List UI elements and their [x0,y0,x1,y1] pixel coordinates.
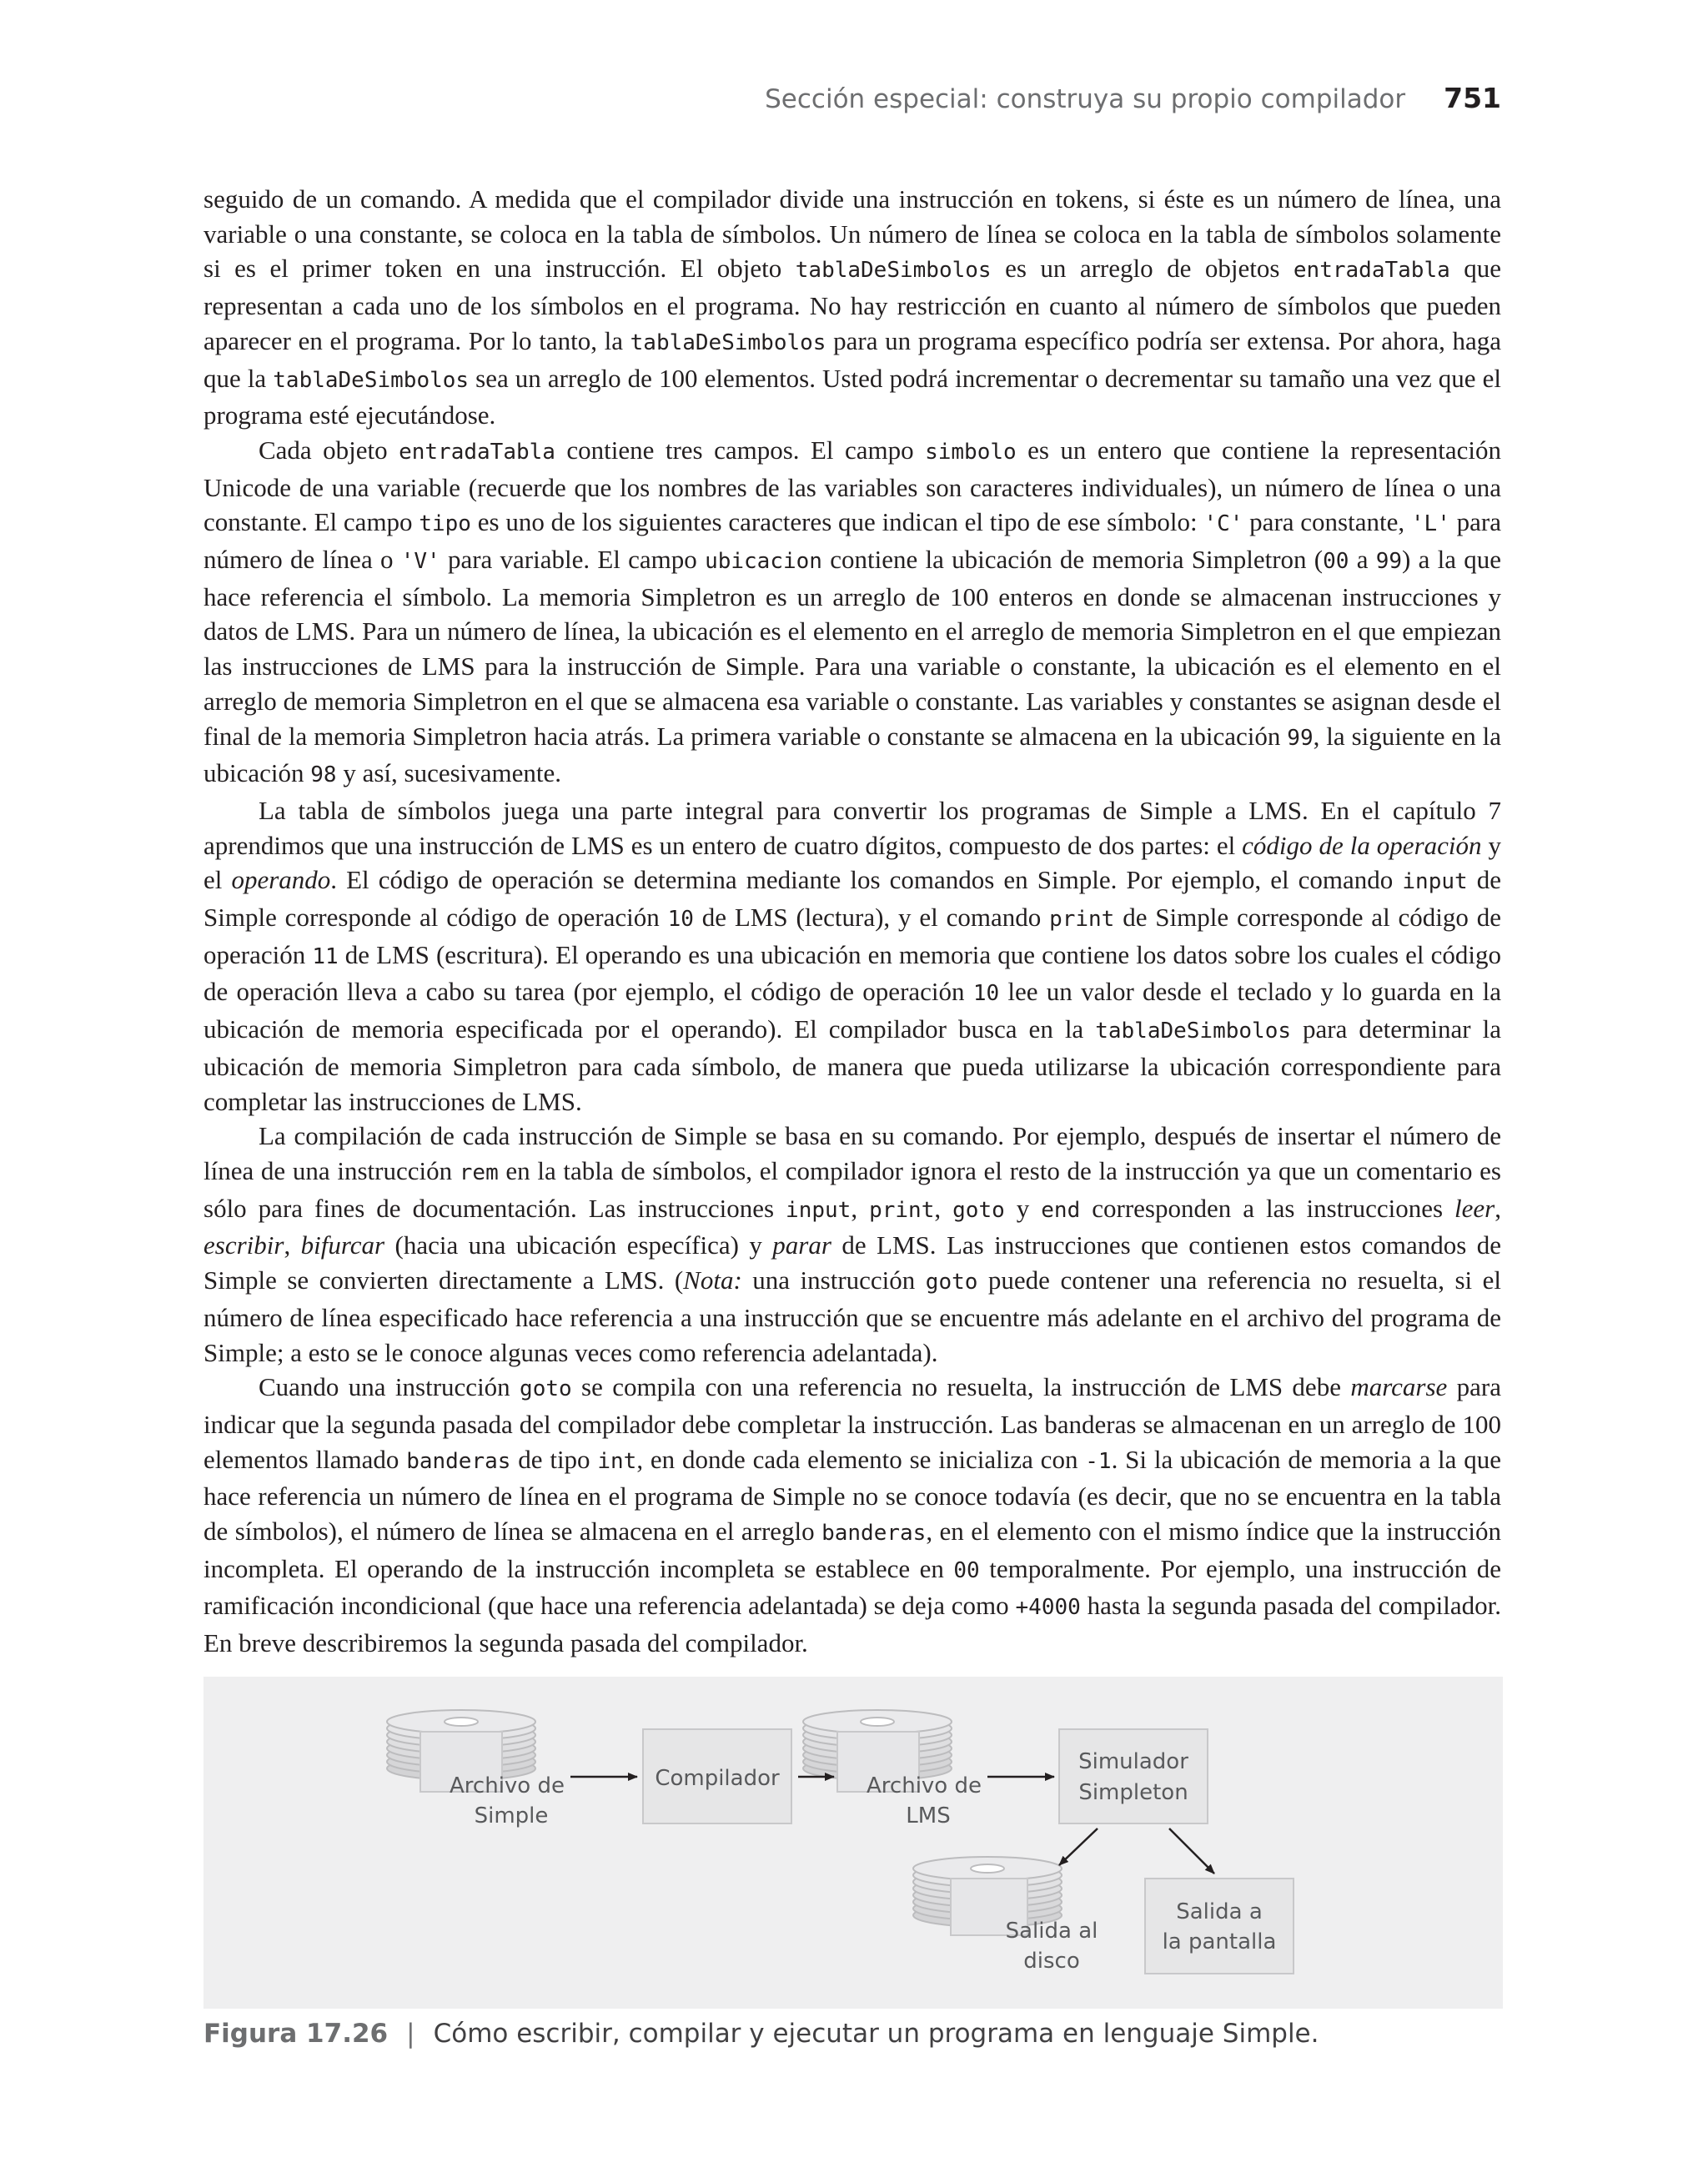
text-run: para variable. El campo [440,545,706,575]
disk-simple-label-2: Simple [474,1803,549,1828]
emphasis-run: operando [231,865,331,895]
compilador-box [643,1729,791,1823]
code-run: simbolo [925,439,1017,465]
text-run: , la siguiente en la ubicación [203,721,1501,788]
simulador-label-1: Simulador [1078,1749,1188,1774]
code-run: int [597,1448,637,1474]
code-run: 10 [972,981,1000,1007]
emphasis-run: bifurcar [300,1230,385,1260]
code-run: goto [520,1376,572,1402]
emphasis-run: parar [772,1230,831,1260]
code-run: input [786,1197,851,1223]
simulador-label-2: Simpleton [1078,1780,1188,1805]
text-run: a [1349,545,1376,575]
text-run: La compilación de cada instrucción de Simple se basa en su comando. Por ejemplo, después de insertar el número de línea de una instrucción [203,1121,1501,1185]
text-run: . Si la ubicación de memoria a la que hace referencia un número de línea en el programa de Simple no se conoce todavía (es decir, que no se encuentra en la tabla de símbolos), el número de línea se almacena en el arreglo [203,1444,1501,1547]
text-run: para indicar que la segunda pasada del compilador debe completar la instrucción. Las banderas se almacenan en un arreglo de 100 elementos llamado [203,1372,1501,1474]
code-run: end [1041,1197,1081,1223]
code-run: entradaTabla [1293,258,1450,284]
text-run: (hacia una ubicación específica) y [384,1230,773,1260]
text-run: corresponden a las instrucciones [1080,1193,1455,1223]
text-run: y el [203,830,1501,895]
arrow-simulador-to-pantalla [1169,1828,1214,1874]
text-run: es uno de los siguientes caracteres que indican el tipo de ese símbolo: [470,507,1204,537]
text-run: , [934,1193,953,1223]
pantalla-label-1: Salida a [1176,1899,1263,1924]
text-run: , en donde cada elemento se inicializa con [636,1444,1086,1474]
text-run: y así, sucesivamente. [336,758,562,788]
text-run: hasta la segunda pasada del compilador. En breve describiremos la segunda pasada del compilador. [203,1591,1501,1658]
text-run: , [851,1193,870,1223]
text-run: de Simple corresponde al código de operación [203,865,1502,933]
emphasis-run: leer [1454,1193,1495,1223]
text-run: contiene tres campos. El campo [555,435,926,465]
code-run: print [869,1197,935,1223]
code-run: 98 [310,762,337,788]
flow-diagram [203,1677,1503,2009]
text-run: para determinar la ubicación de memoria Simpletron para cada símbolo, de manera que pueda utilizarse la ubicación correspondiente para completar las instrucciones de LMS. [203,1014,1501,1116]
code-run: 99 [1287,725,1314,751]
code-run: rem [459,1159,499,1185]
text-run: temporalmente. Por ejemplo, una instrucción de ramificación incondicional (que hace una referencia adelantada) se deja como [203,1553,1501,1621]
page-number: 751 [1444,82,1501,114]
code-run: -1 [1085,1448,1112,1474]
figure-number: Figura 17.26 [203,2019,389,2049]
section-title: Sección especial: construya su propio compilador [765,84,1406,114]
text-run: se compila con una referencia no resuelta, la instrucción de LMS debe [571,1372,1351,1402]
code-run: entradaTabla [399,439,555,465]
text-run: , en el elemento con el mismo índice que la instrucción incompleta. El operando de la instrucción incompleta se establece en [203,1517,1501,1583]
disk-simple-icon [387,1710,565,1828]
disk-lms-label-1: Archivo de [867,1773,982,1798]
text-run: lee un valor desde el teclado y lo guarda en la ubicación de memoria especificada por el operando). El compilador busca en la [203,977,1502,1044]
code-run: tablaDeSimbolos [630,329,826,355]
code-run: tablaDeSimbolos [1095,1019,1292,1044]
body-text [203,182,1501,1661]
code-run: 00 [953,1557,980,1583]
text-run: Cuando una instrucción [259,1372,520,1402]
arrow-simulador-to-disk [1059,1828,1098,1865]
text-run: de LMS (escritura). El operando es una ubicación en memoria que contiene los datos sobre los cuales el código de operación lleva a cabo su tarea (por ejemplo, el código de operación [203,939,1501,1007]
code-run: +4000 [1015,1595,1081,1621]
paragraph-3 [203,793,1501,1119]
text-run: . El código de operación se determina mediante los comandos en Simple. Por ejemplo, el comando [330,865,1403,895]
disk-output-icon [913,1857,1098,1974]
disk-lms-icon [803,1710,982,1828]
paragraph-2 [203,433,1501,793]
code-run: 10 [667,907,694,933]
text-run: de LMS (lectura), y el comando [693,903,1050,933]
text-run: sea un arreglo de 100 elementos. Usted podrá incrementar o decrementar su tamaño una vez que el programa esté ejecutándose. [203,363,1501,430]
text-run: de LMS. Las instrucciones que contienen estos comandos de Simple se convierten directamente a LMS. ( [203,1230,1501,1295]
figure-caption [203,2019,1501,2049]
text-run: de Simple corresponde al código de operación [203,903,1501,969]
text-run: es un arreglo de objetos [991,254,1294,284]
text-run: , [1494,1193,1501,1223]
simulador-box [1059,1729,1208,1823]
pantalla-box [1145,1879,1294,1974]
emphasis-run: escribir [203,1230,284,1260]
figure-panel [203,1677,1503,2009]
code-run: 'L' [1410,511,1450,537]
code-run: tipo [419,511,471,537]
paragraph-1 [203,182,1501,433]
code-run: 99 [1375,549,1403,575]
code-run: ubicacion [705,549,822,575]
text-run: La tabla de símbolos juega una parte integral para convertir los programas de Simple a LMS. En el capítulo 7 aprendimos que una instrucción de LMS es un entero de cuatro dígitos, compuesto de dos partes: el [203,795,1501,860]
code-run: banderas [821,1521,927,1547]
code-run: 11 [312,943,339,969]
disk-lms-label-2: LMS [906,1803,951,1828]
text-run: puede contener una referencia no resuelta, si el número de línea especificado hace referencia a una instrucción que se encuentre más adelante en el archivo del programa de Simple; a esto se le conoce algunas veces como referencia adelantada). [203,1265,1501,1367]
text-run: es un entero que contiene la representación Unicode de una variable (recuerde que los nombres de las variables son caracteres individuales), un número de línea o una constante. El campo [203,435,1501,537]
compilador-label: Compilador [655,1766,780,1791]
disk-output-label-2: disco [1023,1949,1080,1974]
text-run: una instrucción [741,1265,926,1295]
code-run: 'C' [1203,511,1243,537]
text-run: para número de línea o [203,507,1501,575]
text-run: ) a la que hace referencia el símbolo. La memoria Simpletron es un arreglo de 100 enteros en donde se almacenan instrucciones y datos de LMS. Para un número de línea, la ubicación es el elemento en el arreglo de memoria Simpletron en el que empiezan las instrucciones de LMS para la instrucción de Simple. Para una variable o constante, la ubicación es el elemento en el arreglo de memoria Simpletron en el que se almacena esa variable o constante. Las variables y constantes se asignan desde el final de la memoria Simpletron hacia atrás. La primera variable o constante se almacena en la ubicación [203,545,1502,751]
text-run: en la tabla de símbolos, el compilador ignora el resto de la instrucción ya que un comentario es sólo para fines de documentación. Las instrucciones [203,1155,1501,1223]
text-run: contiene la ubicación de memoria Simpletron ( [821,545,1324,575]
disk-output-label-1: Salida al [1005,1919,1098,1944]
text-run: , [284,1230,301,1260]
code-run: tablaDeSimbolos [273,367,470,393]
code-run: 'V' [400,549,440,575]
text-run: de tipo [510,1444,598,1474]
paragraph-5 [203,1370,1501,1661]
emphasis-run: Nota: [683,1265,742,1295]
caption-text: Cómo escribir, compilar y ejecutar un programa en lenguaje Simple. [433,2019,1319,2049]
code-run: 00 [1323,549,1349,575]
text-run: para constante, [1243,507,1411,537]
code-run: goto [925,1270,978,1295]
paragraph-4 [203,1119,1501,1370]
running-header [0,82,1501,123]
code-run: goto [952,1197,1005,1223]
disk-simple-label-1: Archivo de [450,1773,565,1798]
text-run: que representan a cada uno de los símbolos en el programa. No hay restricción en cuanto al número de símbolos que pueden aparecer en el programa. Por lo tanto, la [203,254,1501,355]
code-run: input [1402,869,1468,895]
text-run: seguido de un comando. A medida que el compilador divide una instrucción en tokens, si éste es un número de línea, una variable o una constante, se coloca en la tabla de símbolos. Un número de línea se coloca en la tabla de símbolos solamente si es el primer token en una instrucción. El objeto [203,184,1501,284]
code-run: tablaDeSimbolos [795,258,992,284]
caption-separator: | [406,2019,415,2049]
code-run: banderas [406,1448,511,1474]
emphasis-run: marcarse [1350,1372,1448,1402]
code-run: print [1049,907,1115,933]
pantalla-label-2: la pantalla [1162,1929,1277,1954]
text-run: y [1004,1193,1042,1223]
emphasis-run: código de la operación [1242,830,1482,860]
text-run: Cada objeto [259,435,399,465]
text-run: para un programa específico podría ser extensa. Por ahora, haga que la [203,325,1501,393]
